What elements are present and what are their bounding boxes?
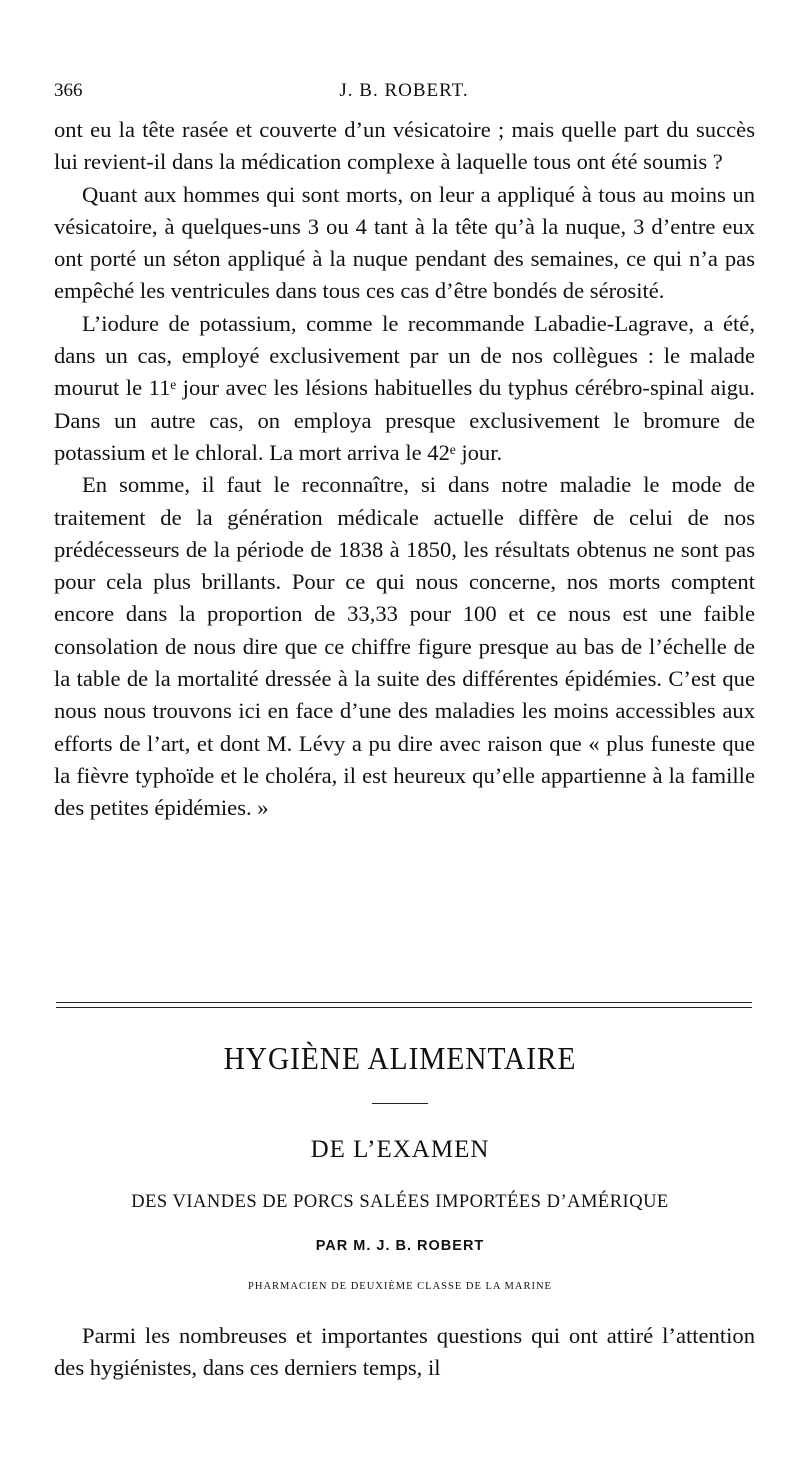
author-byline: PAR M. J. B. ROBERT xyxy=(315,1238,485,1254)
section-divider xyxy=(56,1002,752,1008)
running-title: J. B. ROBERT. xyxy=(339,80,469,101)
article-title: HYGIÈNE ALIMENTAIRE xyxy=(223,1040,577,1076)
paragraph: Parmi les nombreuses et importantes questions qui ont attiré l’attention des hygiénistes, dans ces derniers temps, il xyxy=(54,1323,755,1381)
article-subtitle-detail: DES VIANDES DE PORCS SALÉES IMPORTÉES D’AMÉRIQUE xyxy=(131,1192,669,1212)
article-body xyxy=(54,1320,755,1385)
body-text xyxy=(54,114,755,825)
page-number: 366 xyxy=(54,80,83,101)
paragraph: En somme, il faut le reconnaître, si dans notre maladie le mode de traitement de la génération médicale actuelle diffère de celui de nos prédécesseurs de la période de 1838 à 1850, les résultats obtenus ne sont pas pour cela plus brillants. Pour ce qui nous concerne, nos morts comptent encore dans la proportion de 33,33 pour 100 et ce nous est une faible consolation de nous dire que ce chiffre figure presque au bas de l’échelle de la table de la mortalité dressée à la suite des différentes épidémies. C’est que nous nous trouvons ici en face d’une des maladies les moins accessibles aux efforts de l’art, et dont M. Lévy a pu dire avec raison que « plus funeste que la fièvre typhoïde et le choléra, il est heureux qu’elle appartienne à la famille des petites épidémies. » xyxy=(54,472,755,821)
running-head xyxy=(54,78,754,108)
paragraph: Quant aux hommes qui sont morts, on leur a appliqué à tous au moins un vésicatoire, à quelques-uns 3 ou 4 tant à la tête qu’à la nuque, 3 d’entre eux ont porté un séton appliqué à la nuque pendant des semaines, ce qui n’a pas empêché les ventricules dans tous ces cas d’être bondés de sérosité. xyxy=(54,181,755,304)
title-rule xyxy=(372,1103,428,1104)
author-affiliation: PHARMACIEN DE DEUXIÈME CLASSE DE LA MARINE xyxy=(248,1281,552,1292)
article-subtitle: DE L’EXAMEN xyxy=(310,1136,490,1163)
paragraph: L’iodure de potassium, comme le recommande Labadie-Lagrave, a été, dans un cas, employé exclusivement par un de nos collègues : le malade mourut le 11ᵉ jour avec les lésions habituelles du typhus cérébro-spinal aigu. Dans un autre cas, on employa presque exclusivement le bromure de potassium et le chloral. La mort arriva le 42ᵉ jour. xyxy=(54,310,755,465)
paragraph-continued: ont eu la tête rasée et couverte d’un vésicatoire ; mais quelle part du succès lui revient-il dans la médication complexe à laquelle tous ont été soumis ? xyxy=(54,117,755,175)
